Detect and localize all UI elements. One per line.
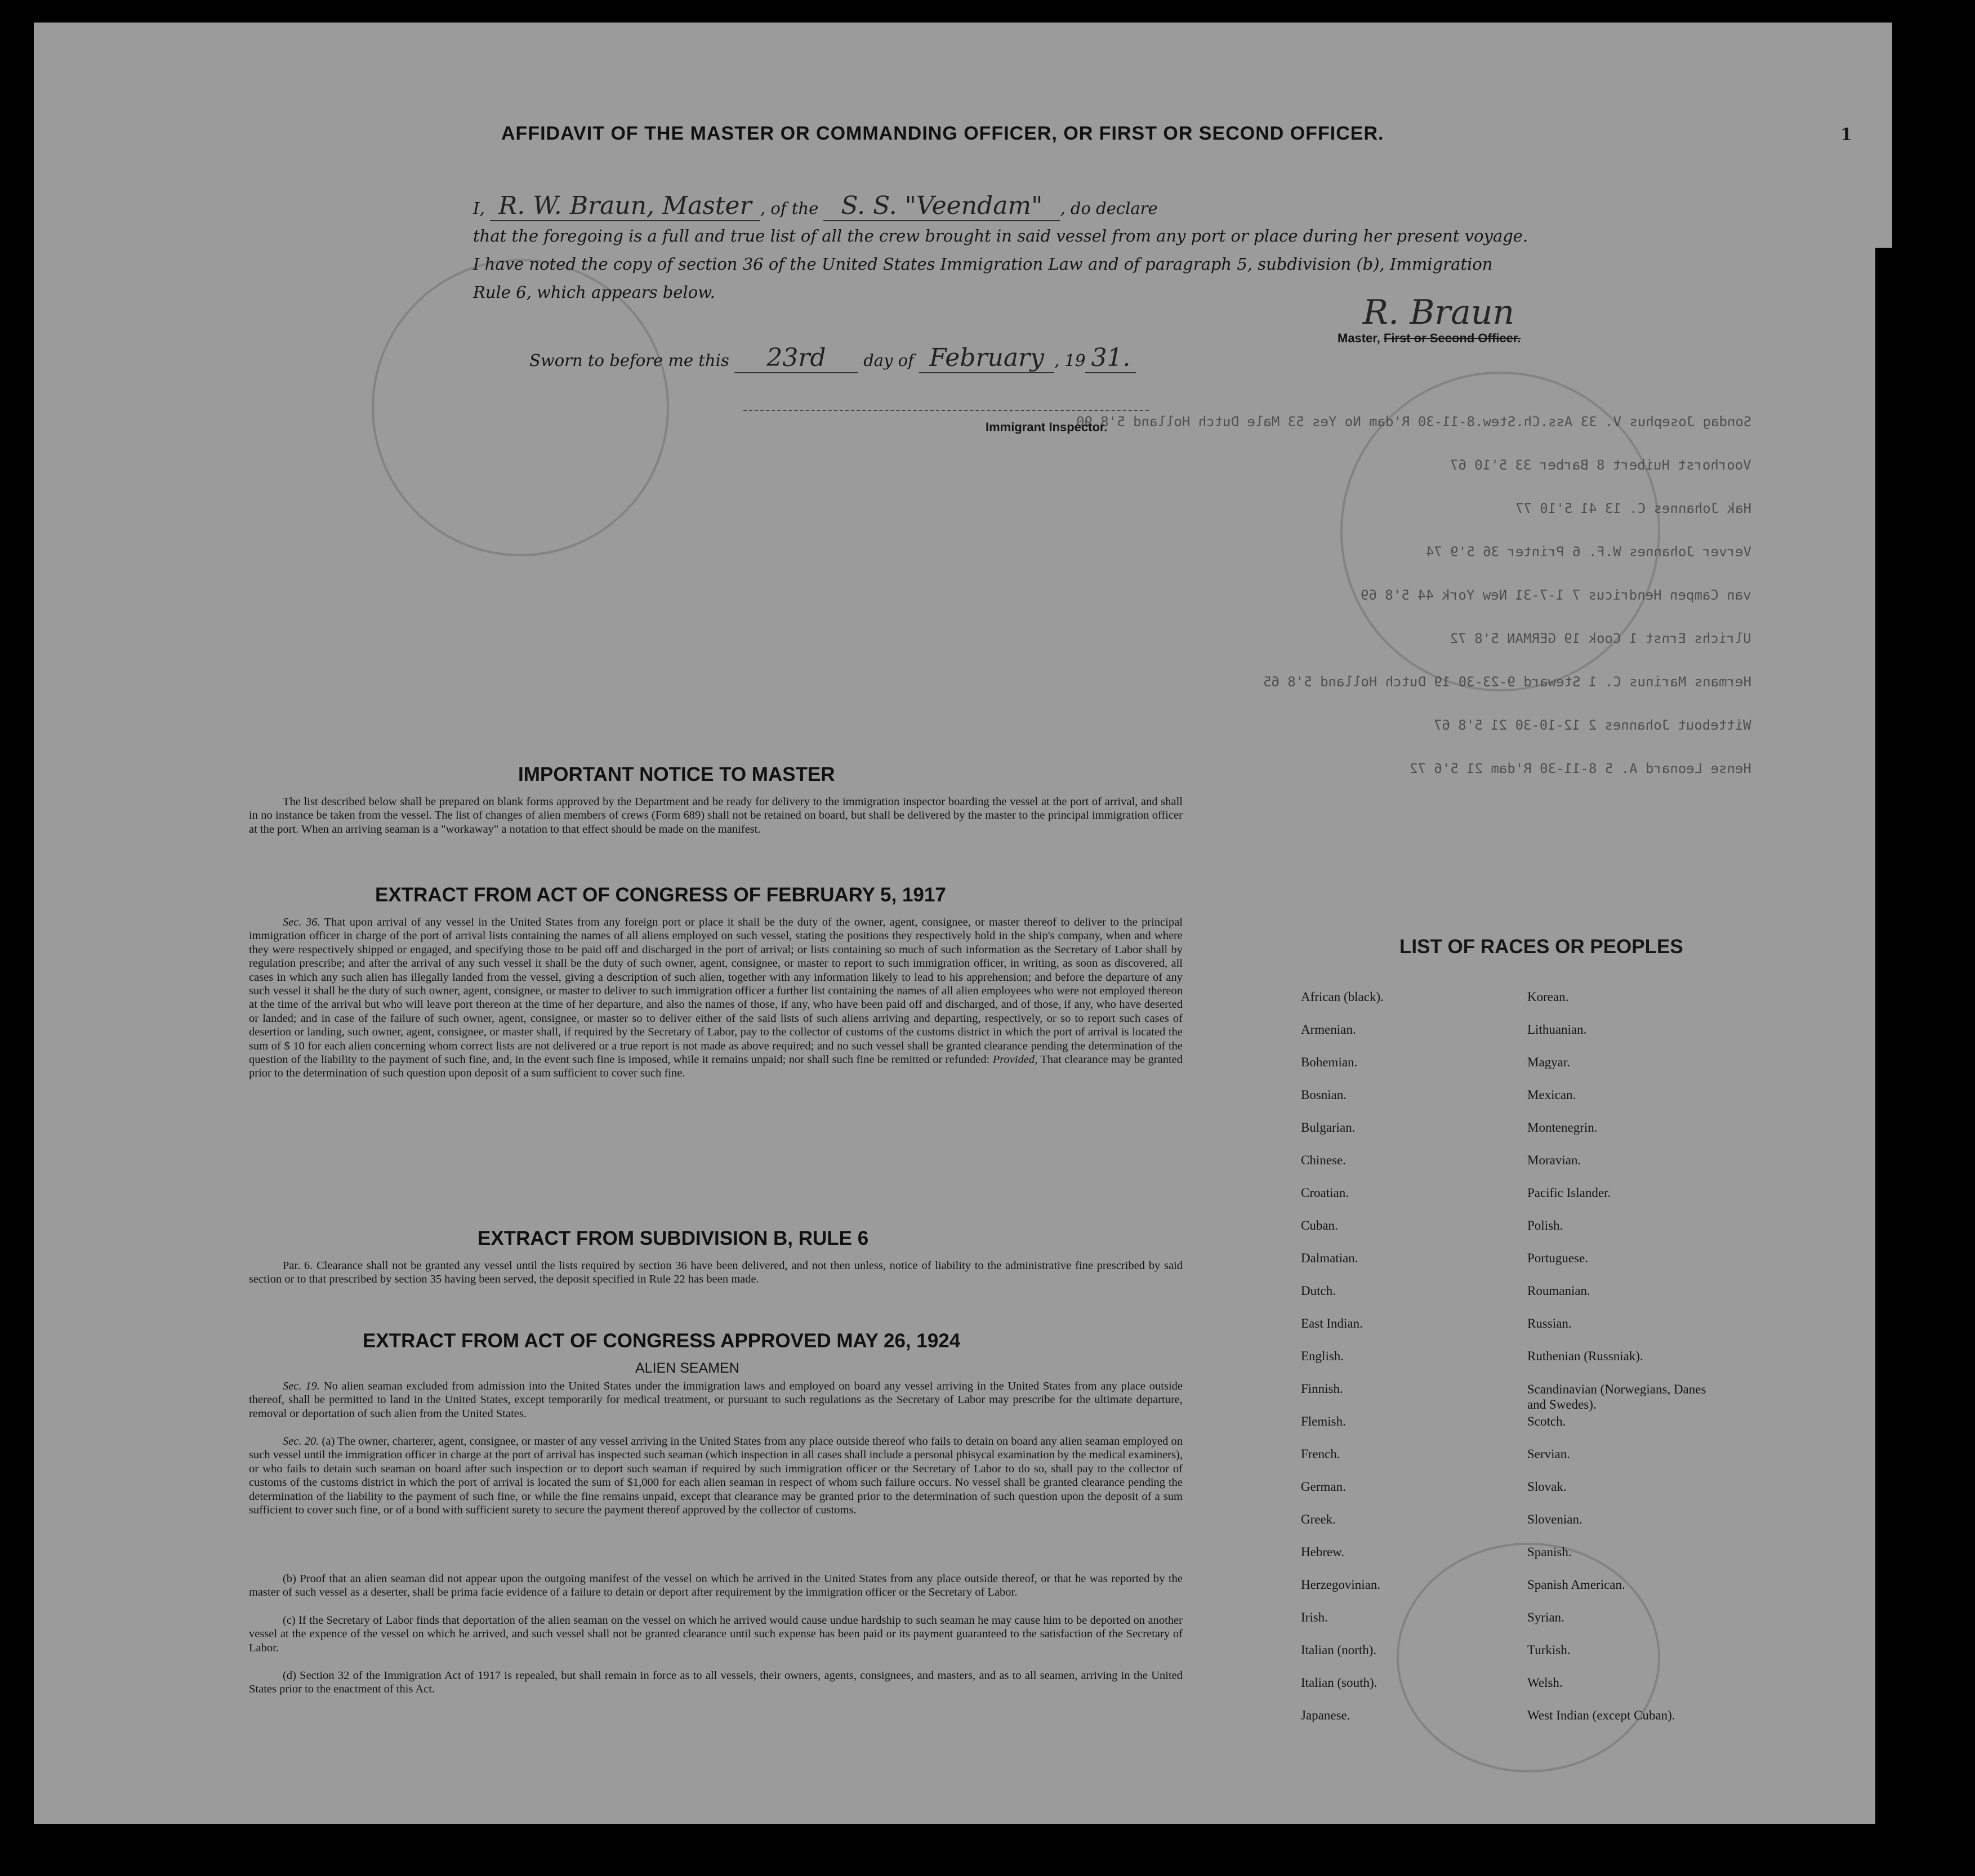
race-item: Moravian. [1527,1153,1581,1167]
race-item: Welsh. [1527,1676,1563,1690]
race-item: Spanish American. [1527,1578,1625,1592]
races-heading: LIST OF RACES OR PEOPLES [1399,936,1683,958]
master-name-handwritten: R. W. Braun, Master [490,191,760,221]
inspector-signature-line [743,410,1149,411]
affidavit-declaration-line [473,191,1158,221]
affidavit-line-2: that the foregoing is a full and true list of all the crew brought in said vessel from any port or place during her present voyage. [473,226,1528,245]
race-item: English. [1301,1349,1344,1363]
race-item: German. [1301,1480,1346,1494]
race-item: African (black). [1301,990,1384,1004]
race-item: French. [1301,1447,1340,1461]
race-item: Armenian. [1301,1022,1356,1037]
notice-to-master-body: The list described below shall be prepared on blank forms approved by the Department and be ready for delivery to the immigration inspector boarding the vessel at the port of arrival, and shall in no instance be taken from the vessel. The list of changes of alien members of crews (Form 689) shall not be retained on board, but shall be delivered by the master to the principal immigration officer at the port. When an arriving seaman is a "workaway" a notation to that effect should be made on the manifest. [249,796,1183,836]
sworn-day-of: day of [863,351,914,370]
race-item: Dutch. [1301,1284,1336,1298]
race-item: Bulgarian. [1301,1120,1356,1134]
race-item: East Indian. [1301,1316,1363,1330]
race-item: Chinese. [1301,1153,1346,1167]
rule-6-body: Par. 6. Clearance shall not be granted any vessel until the lists required by section 36 have been delivered, and not then unless, notice of liability to the administrative fine prescribed by said section or to that prescribed by section 35 having been served, the deposit specified in Rule 22 has been made. [249,1259,1183,1286]
races-list-right [1527,990,1764,1741]
race-item: Dalmatian. [1301,1251,1358,1265]
master-signature: R. Braun [1363,293,1515,332]
affidavit-of-the: , of the [760,199,819,218]
bleed-through-row: Ulrichs Ernst 1 Cook 19 GERMAN 5'8 72 [1450,631,1751,646]
race-item: Slovenian. [1527,1512,1582,1526]
act-1917-sec-label: Sec. 36. [283,916,320,928]
race-item: Flemish. [1301,1414,1346,1428]
affidavit-line-4: Rule 6, which appears below. [473,283,715,302]
bleed-through-row: Hense Leonard A. 5 8-11-30 R'dam 21 5'6 72 [1410,761,1751,776]
signer-label-struck: First or Second Officer. [1383,331,1521,345]
race-item: Scandinavian (Norwegians, Danes and Swedes). [1527,1382,1706,1412]
act-1924-sec-20a [249,1435,1183,1517]
race-item: Portuguese. [1527,1251,1588,1265]
sworn-line [529,343,1136,373]
sec-19-text: No alien seaman excluded from admission into the United States under the immigration laws and employed on board any vessel arriving in the United States from any place outside thereof, shall be permitted to land in the United States, except temporarily for medical treatment, or pursuant to such regulations as the Secretary of Labor may prescribe for the ultimate departure, removal or deportation of such alien from the United States. [249,1380,1183,1420]
bleed-through-row: Hak Johannes C. 13 41 5'10 77 [1515,501,1751,516]
act-1917-body [249,915,1183,1080]
race-item: Magyar. [1527,1055,1571,1069]
race-item: Japanese. [1301,1708,1350,1722]
act-1924-heading: EXTRACT FROM ACT OF CONGRESS APPROVED MAY 26, 1924 [363,1330,961,1352]
race-item: Pacific Islander. [1527,1186,1611,1200]
signer-label-master: Master, [1338,331,1380,345]
race-item: Herzegovinian. [1301,1578,1381,1592]
sworn-year-prefix: , 19 [1054,351,1086,370]
sworn-month-handwritten: February [919,343,1054,373]
race-item: Mexican. [1527,1088,1576,1102]
sworn-prefix: Sworn to before me this [529,351,729,370]
sworn-year-handwritten: 31. [1085,343,1136,373]
race-item: Finnish. [1301,1382,1343,1396]
act-1917-proviso-label: Provided, [992,1053,1038,1066]
race-item: Bosnian. [1301,1088,1347,1102]
act-1917-heading: EXTRACT FROM ACT OF CONGRESS OF FEBRUARY 5, 1917 [375,884,946,906]
race-item: Greek. [1301,1512,1336,1526]
act-1924-sec-19 [249,1379,1183,1421]
bleed-through-row: Verver Johannes W.F. 6 Printer 36 5'9 74 [1426,544,1751,560]
sworn-day-handwritten: 23rd [734,343,858,373]
act-1924-sec-20c: (c) If the Secretary of Labor finds that deportation of the alien seaman on the vessel on which he arrived would cause undue hardship to such seaman he may cause him to be deported on another vessel at the expence of the vessel on which he arrived, and such vessel shall not be granted clearance until such expense has been paid or its payment guaranteed to the satisfaction of the Secretary of Labor. [249,1614,1183,1654]
bleed-through-row: Voorhorst Huibert 8 Barber 33 5'10 67 [1450,457,1751,473]
race-item: Spanish. [1527,1545,1572,1559]
race-item: Hebrew. [1301,1545,1345,1559]
race-item: Cuban. [1301,1218,1338,1232]
alien-seamen-subheading: ALIEN SEAMEN [635,1360,739,1376]
affidavit-line-3: I have noted the copy of section 36 of the United States Immigration Law and of paragraph 5, subdivision (b), Immigration [473,254,1493,274]
race-item: Lithuanian. [1527,1022,1587,1037]
race-item: Slovak. [1527,1480,1567,1494]
race-item: Servian. [1527,1447,1571,1461]
race-item: Roumanian. [1527,1284,1590,1298]
race-item: Italian (north). [1301,1643,1377,1657]
race-item: West Indian (except Cuban). [1527,1708,1675,1722]
race-item: Italian (south). [1301,1676,1377,1690]
signer-label [1338,331,1521,346]
bleed-through-row: Wittebout Johannes 2 12-10-30 21 5'8 67 [1434,717,1751,733]
sec-20-label: Sec. 20. [283,1435,319,1448]
faint-seal [372,259,669,556]
affidavit-prefix: I, [473,199,485,218]
race-item: Turkish. [1527,1643,1571,1657]
bleed-through-row: Hermans Marinus C. 1 Steward 9-23-30 19 Dutch Holland 5'8 65 [1263,674,1751,690]
sheet-edge [1853,23,1892,248]
notice-to-master-heading: IMPORTANT NOTICE TO MASTER [518,763,835,785]
affidavit-do-declare: , do declare [1060,199,1158,218]
races-list-left [1301,990,1515,1741]
race-item: Montenegrin. [1527,1120,1598,1134]
sec-19-label: Sec. 19. [283,1380,320,1392]
race-item: Ruthenian (Russniak). [1527,1349,1643,1363]
document-sheet [34,23,1875,1824]
affidavit-title: AFFIDAVIT OF THE MASTER OR COMMANDING OFFICER, OR FIRST OR SECOND OFFICER. [501,123,1384,144]
race-item: Russian. [1527,1316,1572,1330]
sec-20a-text: (a) The owner, charterer, agent, consignee, or master of any vessel arriving in the United States from any place outside thereof who fails to detain on board any alien seaman employed on such vessel until the immigration officer in charge at the port of arrival has inspected such seaman (which inspection in all cases shall include a personal phisycal examination by the medical examiners), or who fails to detain such seaman on board after such inspection or to deport such seaman if required by such immigration officer or the Secretary of Labor to do so, shall pay to the collector of customs of the customs district in which the port of arrival is located the sum of $1,000 for each alien seaman in respect of whom such failure occurs. No vessel shall be granted clearance pending the determination of the liability to the payment of such fine, or while the fine remains unpaid, except that clearance may be granted prior to the determination of such question upon the deposit of a sum sufficient to cover such fine, or of a bond with sufficient surety to secure the payment thereof approved by the collector of customs. [249,1435,1183,1517]
inspector-label: Immigrant Inspector. [986,420,1108,434]
race-item: Korean. [1527,990,1569,1004]
race-item: Syrian. [1527,1610,1564,1624]
act-1917-text: That upon arrival of any vessel in the United States from any foreign port or place it shall be the duty of the owner, agent, consignee, or master thereof to deliver to the principal immigration officer in charge of the port of arrival lists containing the names of all aliens employed on such vessel, stating the positions they respectively hold in the ship's company, when and where they were respectively shipped or engaged, and specifying those to be paid off and discharged in the port of arrival; or lists containing so much of such information as the Secretary of Labor shall by regulation prescribe; and after the arrival of any such vessel it shall be the duty of such owner, agent, consignee, or master to report to such immigration officer, in writing, as soon as discovered, all cases in which any such alien has illegally landed from the vessel, giving a description of such alien, together with any information likely to lead to his apprehension; and before the departure of any such vessel it shall be the duty of such owner, agent, consignee, or master to deliver to such immigration officer a further list containing the names of all alien employees who were not employed thereon at the time of the arrival but who will leave port thereon at the time of her departure, and also the names of those, if any, who have been paid off and discharged, and of those, if any, who have deserted or landed; and in case of the failure of such owner, agent, consignee, or master so to deliver either of the said lists of such aliens arriving and departing, respectively, or so to report such cases of desertion or landing, such owner, agent, consignee, or master shall, if required by the Secretary of Labor, pay to the collector of customs of the customs district in which the port of arrival is located the sum of $ 10 for each alien concerning whom correct lists are not delivered or a true report is not made as above required; and no such vessel shall be granted clearance pending the determination of the question of the liability to the payment of such fine, and, in the event such fine is imposed, while it remains unpaid; nor shall such fine be remitted or refunded: [249,916,1183,1066]
race-item: Bohemian. [1301,1055,1358,1069]
bleed-through-row: van Campen Hendricus 7 1-7-31 New York 44 5'8 69 [1361,587,1751,603]
act-1924-sec-20d: (d) Section 32 of the Immigration Act of 1917 is repealed, but shall remain in force as to all vessels, their owners, agents, consignees, and masters, and as to all seamen, arriving in the United States prior to the enactment of this Act. [249,1669,1183,1696]
act-1917-proviso-text: That clearance may be granted prior to the determination of such question upon deposit of a sum sufficient to cover such fine. [249,1053,1183,1080]
page-number: 1 [1840,125,1852,145]
vessel-name-handwritten: S. S. "Veendam" [823,191,1060,221]
rule-6-heading: EXTRACT FROM SUBDIVISION B, RULE 6 [478,1227,869,1249]
race-item: Croatian. [1301,1186,1349,1200]
race-item: Irish. [1301,1610,1328,1624]
race-item: Polish. [1527,1218,1563,1232]
bleed-through-row: Sondag Josephus V. 33 Ass.Ch.Stew.8-11-30 R'dam No Yes 53 Male Dutch Holland 5'8 90 [1076,414,1751,430]
act-1924-sec-20b: (b) Proof that an alien seaman did not appear upon the outgoing manifest of the vessel on which he arrived in the United States from any place outside thereof, or that he was reported by the master of such vessel as a deserter, shall be prima facie evidence of a failure to detain or deport after requirement by the immigration officer or the Secretary of Labor. [249,1573,1183,1599]
race-item: Scotch. [1527,1414,1566,1428]
